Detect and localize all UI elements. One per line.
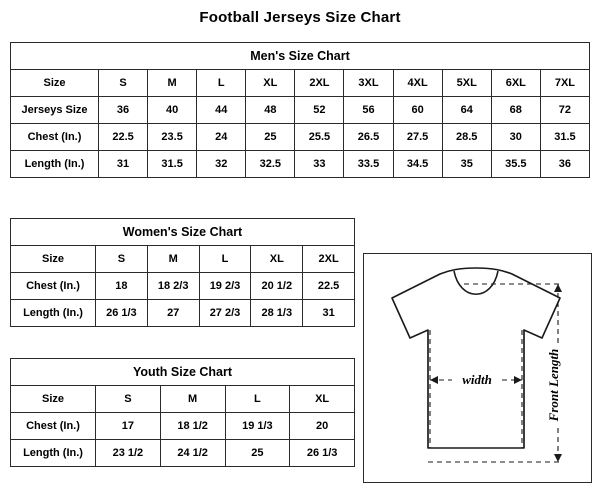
row-label: Jerseys Size — [11, 97, 99, 124]
cell: 19 2/3 — [199, 273, 251, 300]
front-length-label: Front Length — [546, 348, 561, 422]
cell: 64 — [442, 97, 491, 124]
row-label: Length (In.) — [11, 300, 96, 327]
cell: 52 — [295, 97, 344, 124]
cell: S — [96, 246, 148, 273]
cell: M — [148, 70, 197, 97]
cell: XL — [251, 246, 303, 273]
cell: 3XL — [344, 70, 393, 97]
cell: 28.5 — [442, 124, 491, 151]
cell: 5XL — [442, 70, 491, 97]
row-label: Length (In.) — [11, 440, 96, 467]
mens-table-title: Men's Size Chart — [11, 43, 590, 70]
cell: 22.5 — [303, 273, 355, 300]
womens-size-table — [10, 218, 355, 327]
cell: S — [99, 70, 148, 97]
cell: 33.5 — [344, 151, 393, 178]
jersey-measurement-diagram — [363, 253, 592, 483]
width-label: width — [462, 372, 492, 387]
row-label: Chest (In.) — [11, 124, 99, 151]
cell: 31 — [303, 300, 355, 327]
cell: 7XL — [540, 70, 589, 97]
cell: 60 — [393, 97, 442, 124]
cell: 27.5 — [393, 124, 442, 151]
cell: 27 2/3 — [199, 300, 251, 327]
cell: 23 1/2 — [96, 440, 161, 467]
cell: 4XL — [393, 70, 442, 97]
cell: L — [225, 386, 290, 413]
cell: 18 2/3 — [147, 273, 199, 300]
row-label: Length (In.) — [11, 151, 99, 178]
cell: 6XL — [491, 70, 540, 97]
table-row — [11, 70, 590, 97]
cell: 72 — [540, 97, 589, 124]
table-row — [11, 151, 590, 178]
cell: 2XL — [303, 246, 355, 273]
row-label: Chest (In.) — [11, 413, 96, 440]
table-row — [11, 440, 355, 467]
table-title-row — [11, 219, 355, 246]
cell: L — [199, 246, 251, 273]
table-row — [11, 300, 355, 327]
mens-size-chart — [10, 42, 590, 178]
cell: 27 — [147, 300, 199, 327]
cell: 32.5 — [246, 151, 295, 178]
cell: 26 1/3 — [290, 440, 355, 467]
table-row — [11, 124, 590, 151]
cell: 25 — [225, 440, 290, 467]
cell: 22.5 — [99, 124, 148, 151]
cell: 33 — [295, 151, 344, 178]
cell: 2XL — [295, 70, 344, 97]
cell: 17 — [96, 413, 161, 440]
cell: XL — [246, 70, 295, 97]
row-label: Chest (In.) — [11, 273, 96, 300]
cell: 25 — [246, 124, 295, 151]
cell: 31 — [99, 151, 148, 178]
cell: 30 — [491, 124, 540, 151]
table-row — [11, 413, 355, 440]
cell: 28 1/3 — [251, 300, 303, 327]
cell: 32 — [197, 151, 246, 178]
womens-size-chart — [10, 218, 355, 327]
youth-size-chart — [10, 358, 355, 467]
table-row — [11, 386, 355, 413]
womens-table-title: Women's Size Chart — [11, 219, 355, 246]
cell: 48 — [246, 97, 295, 124]
cell: M — [147, 246, 199, 273]
cell: 35 — [442, 151, 491, 178]
cell: 18 — [96, 273, 148, 300]
cell: 35.5 — [491, 151, 540, 178]
cell: 36 — [99, 97, 148, 124]
cell: 18 1/2 — [160, 413, 225, 440]
cell: 25.5 — [295, 124, 344, 151]
cell: 44 — [197, 97, 246, 124]
cell: 23.5 — [148, 124, 197, 151]
cell: 20 — [290, 413, 355, 440]
table-row — [11, 273, 355, 300]
table-row — [11, 97, 590, 124]
row-label: Size — [11, 70, 99, 97]
cell: 68 — [491, 97, 540, 124]
length-arrow-top — [554, 284, 562, 292]
cell: 31.5 — [540, 124, 589, 151]
cell: XL — [290, 386, 355, 413]
youth-table-title: Youth Size Chart — [11, 359, 355, 386]
table-row — [11, 246, 355, 273]
cell: 20 1/2 — [251, 273, 303, 300]
cell: 36 — [540, 151, 589, 178]
cell: M — [160, 386, 225, 413]
cell: 19 1/3 — [225, 413, 290, 440]
length-arrow-bottom — [554, 454, 562, 462]
youth-size-table — [10, 358, 355, 467]
cell: 24 — [197, 124, 246, 151]
cell: 26 1/3 — [96, 300, 148, 327]
cell: 24 1/2 — [160, 440, 225, 467]
row-label: Size — [11, 386, 96, 413]
cell: 26.5 — [344, 124, 393, 151]
row-label: Size — [11, 246, 96, 273]
cell: 40 — [148, 97, 197, 124]
mens-size-table — [10, 42, 590, 178]
page-title: Football Jerseys Size Chart — [199, 9, 401, 26]
cell: 31.5 — [148, 151, 197, 178]
table-title-row — [11, 359, 355, 386]
cell: 56 — [344, 97, 393, 124]
cell: L — [197, 70, 246, 97]
cell: 34.5 — [393, 151, 442, 178]
cell: S — [96, 386, 161, 413]
jersey-diagram-svg — [364, 254, 589, 480]
table-title-row — [11, 43, 590, 70]
